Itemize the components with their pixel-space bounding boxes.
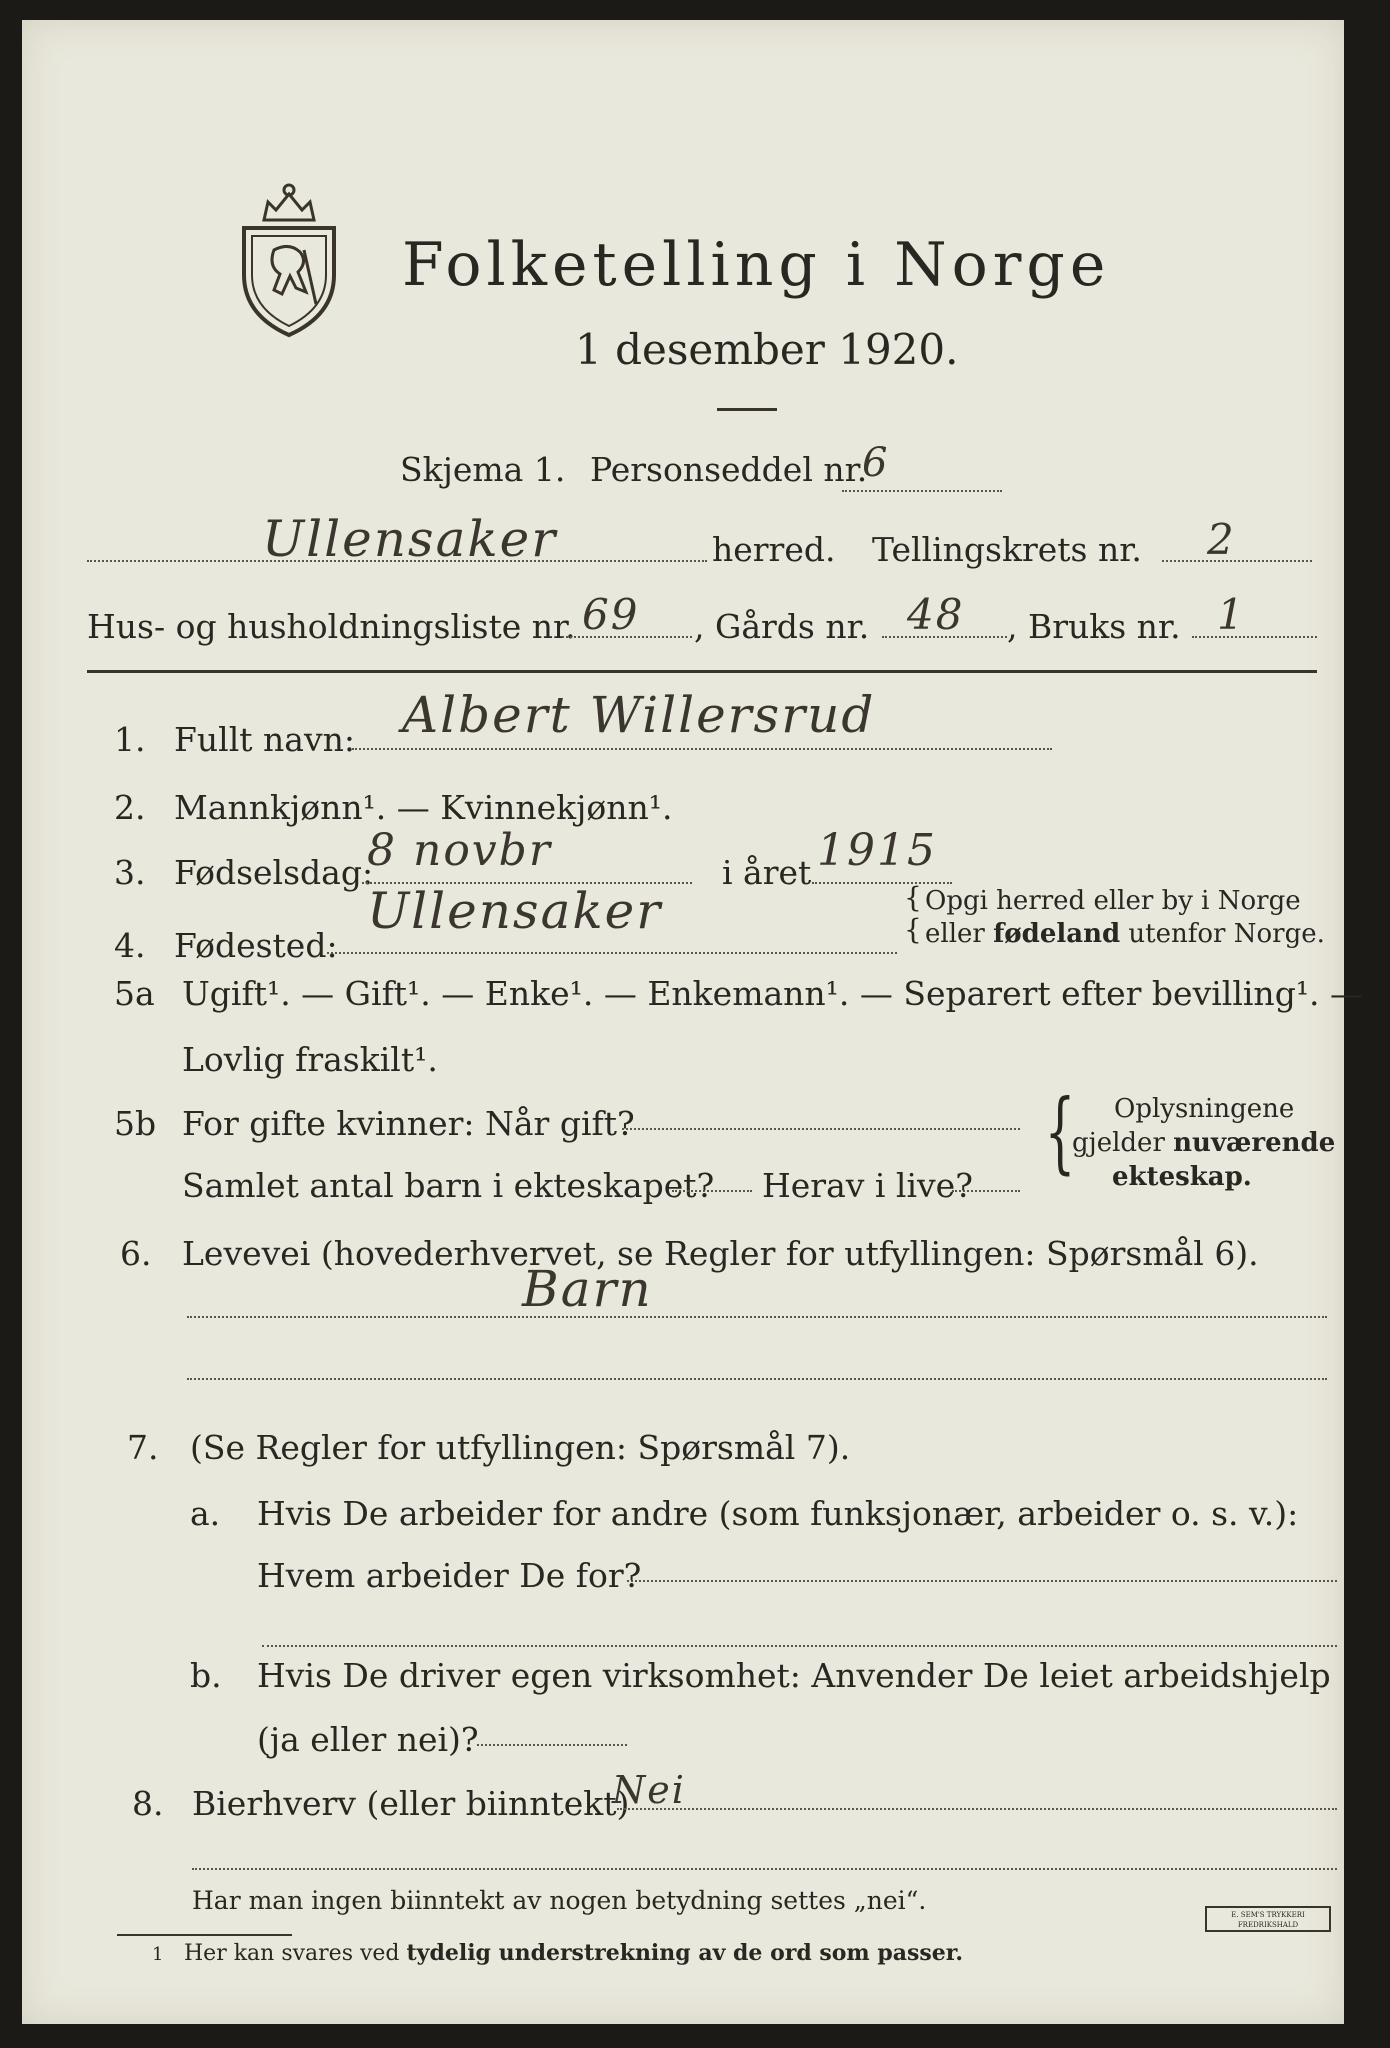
q7a-question: Hvis De arbeider for andre (som funksjonær, arbeider o. s. v.): — [257, 1494, 1299, 1533]
norwegian-coat-of-arms-icon — [234, 180, 344, 340]
personseddel-value[interactable]: 6 — [862, 440, 890, 486]
title-divider — [717, 408, 777, 411]
gards-value[interactable]: 48 — [907, 590, 965, 639]
q3-year-label: i året — [722, 853, 812, 892]
birthday-value[interactable]: 8 novbr — [367, 825, 552, 876]
q7b-letter: b. — [190, 1656, 222, 1695]
q5b-note-line1: Oplysningene — [1114, 1094, 1295, 1124]
census-date: 1 desember 1920. — [575, 325, 959, 374]
header-rule — [87, 670, 1317, 673]
bruks-label: , Bruks nr. — [1007, 607, 1181, 646]
q5b-children-label: Samlet antal barn i ekteskapet? — [182, 1166, 715, 1205]
birth-year-value[interactable]: 1915 — [817, 825, 937, 876]
q7a-letter: a. — [190, 1494, 221, 1533]
q5b-alive-label: Herav i live? — [762, 1166, 973, 1205]
q8-number: 8. — [132, 1784, 164, 1823]
herred-label: herred. — [712, 530, 836, 569]
q5b-note-line2: gjelder nuværende — [1072, 1128, 1336, 1158]
q5b-number: 5b — [114, 1104, 157, 1143]
q4-number: 4. — [114, 926, 146, 965]
form-title: Folketelling i Norge — [402, 230, 1111, 300]
bruks-value[interactable]: 1 — [1217, 590, 1246, 639]
q1-number: 1. — [114, 720, 146, 759]
tellingskrets-value[interactable]: 2 — [1207, 515, 1236, 564]
q1-label: Fullt navn: — [174, 720, 355, 759]
q4-label: Fødested: — [174, 926, 338, 965]
census-form-sheet — [22, 20, 1364, 2024]
full-name-value[interactable]: Albert Willersrud — [402, 686, 876, 744]
side-occupation-value[interactable]: Nei — [612, 1768, 686, 1812]
q2-number: 2. — [114, 788, 146, 827]
birthplace-value[interactable]: Ullensaker — [367, 882, 663, 940]
q6-number: 6. — [120, 1234, 152, 1273]
q5b-note-line3: ekteskap. — [1112, 1162, 1252, 1192]
q7b-yes-no-label: (ja eller nei)? — [257, 1720, 479, 1759]
marital-status-options[interactable]: Ugift¹. — Gift¹. — Enke¹. — Enkemann¹. — Separert efter bevilling¹. — — [182, 974, 1364, 1013]
schema-label: Skjema 1. — [400, 450, 566, 489]
printer-stamp: E. SEM'S TRYKKERI FREDRIKSHALD — [1205, 1906, 1331, 1932]
footnote-marker: 1 — [152, 1944, 164, 1965]
gender-options[interactable]: Mannkjønn¹. — Kvinnekjønn¹. — [174, 788, 673, 827]
q5a-number: 5a — [114, 974, 155, 1013]
q6-label: Levevei (hovederhvervet, se Regler for utfyllingen: Spørsmål 6). — [182, 1234, 1259, 1273]
tellingskrets-label: Tellingskrets nr. — [872, 530, 1142, 569]
q5b-note-brace: { — [1044, 1080, 1076, 1183]
q3-number: 3. — [114, 853, 146, 892]
occupation-value[interactable]: Barn — [522, 1260, 653, 1318]
herred-value[interactable]: Ullensaker — [262, 510, 558, 568]
q4-note-line2: eller fødeland utenfor Norge. — [925, 919, 1325, 949]
q7-label: (Se Regler for utfyllingen: Spørsmål 7). — [190, 1428, 851, 1467]
q7a-employer-label: Hvem arbeider De for? — [257, 1556, 642, 1595]
personseddel-label: Personseddel nr. — [590, 450, 868, 489]
hus-value[interactable]: 69 — [582, 590, 640, 639]
q7b-question: Hvis De driver egen virksomhet: Anvender De leiet arbeidshjelp — [257, 1656, 1331, 1695]
q8-label: Bierhverv (eller biinntekt) — [192, 1784, 630, 1823]
q5b-when-married-label: For gifte kvinner: Når gift? — [182, 1104, 635, 1143]
q3-label: Fødselsdag: — [174, 853, 374, 892]
footnote-rule — [117, 1934, 292, 1936]
footnote-text: Her kan svares ved tydelig understrekning av de ord som passer. — [184, 1940, 964, 1966]
gards-label: , Gårds nr. — [694, 607, 870, 646]
marital-status-options-cont[interactable]: Lovlig fraskilt¹. — [182, 1040, 438, 1079]
q7-number: 7. — [127, 1428, 159, 1467]
q4-note-brace: { { — [904, 881, 922, 946]
q8-note: Har man ingen biinntekt av nogen betydning settes „nei“. — [192, 1886, 927, 1915]
hus-label: Hus- og husholdningsliste nr. — [87, 607, 576, 646]
q4-note-line1: Opgi herred eller by i Norge — [925, 886, 1301, 916]
